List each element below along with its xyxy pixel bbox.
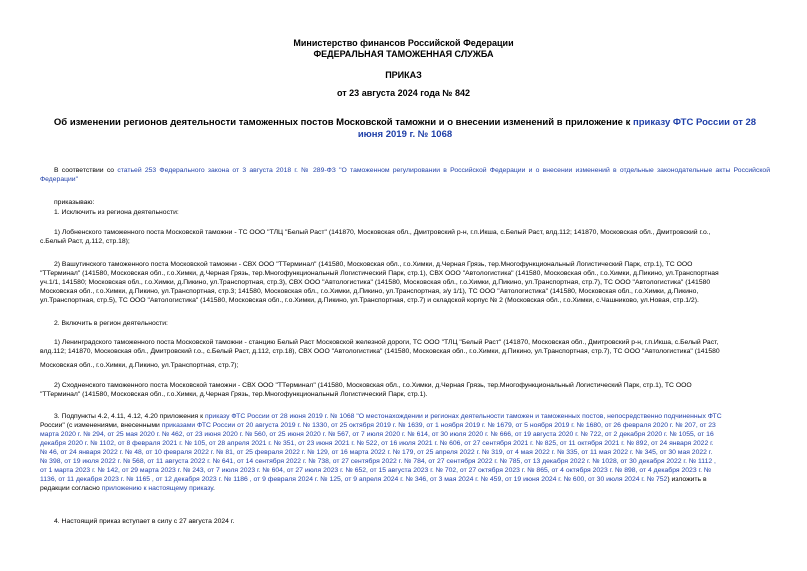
appendix-link[interactable]: приложению к настоящему приказу xyxy=(101,485,214,492)
amending-orders-link[interactable]: 1136, от 11 декабря 2023 г. № 1165 , от 12 декабря 2023 г. № 1186 , от 9 февраля 2024 г. № 125, от 9 апреля 2024 г. № 346, от 3 мая 2024 г. № 459, от 19 июня 2024 г. № 600, от 30 июля 2024 г. № 752 xyxy=(40,476,668,483)
order-word: приказываю: xyxy=(54,199,95,206)
ministry-name: Министерство финансов Российской Федерации xyxy=(293,38,514,48)
item3-text: редакции согласно xyxy=(40,485,102,492)
item3-line xyxy=(40,484,772,493)
item2-sub1-line: Московская обл., г.о.Химки, д.Пикино, ул.Транспортная, стр.7); xyxy=(40,362,239,369)
doc-type: ПРИКАЗ xyxy=(385,70,422,80)
amending-orders-link[interactable]: от 1 марта 2023 г. № 142, от 29 марта 2023 г. № 243, от 7 июля 2023 г. № 604, от 27 июля 2023 г. № 652, от 15 августа 2023 г. № 702, от 27 октября 2023 г. № 865, от 4 октября 2023 г. № 898, от 4 декабря 2023 г. № xyxy=(40,467,712,474)
title-order-link[interactable]: приказу ФТС России от 28 июня 2019 г. № 1068 xyxy=(357,117,757,140)
item1-sub2-line: 2) Вашутинского таможенного поста Московской таможни - СВХ ООО "ТТерминал" (141580, Московская обл., г.о.Химки, д.Черная Грязь, тер.Многофункциональный Логистический Парк, стр.1), ТС ООО xyxy=(54,261,693,268)
item1-sub2-line: ул.Транспортная, стр.5), ТС ООО "Автологистика" (141580, Московская обл., г.о.Химки, д.Пикино, ул.Транспортная, стр.7) и складской корпус № 2 (Московская обл., г.о.Химки, с.Чашниково, ул.Новая, стр.1/2). xyxy=(40,297,699,304)
item3-line xyxy=(40,421,772,430)
amending-orders-link[interactable]: декабря 2020 г. № 1102, от 8 февраля 2021 г. № 105, от 28 апреля 2021 г. № 351, от 23 июня 2021 г. № 522, от 16 июля 2021 г. № 606, от 27 сентября 2021 г. № 825, от 11 октября 2021 г. № 892, от 24 января 2022 г. xyxy=(40,440,714,447)
item2-heading: 2. Включить в регион деятельности: xyxy=(54,320,168,327)
order-1068-link[interactable]: приказу ФТС России от 28 июня 2019 г. № 1068 "О местонахождении и регионах деятельности таможен и таможенных постов, непосредственно подчиненных ФТС xyxy=(204,413,722,420)
item2-sub2-line: "ТТерминал" (141580, Московская обл., г.о.Химки, д.Черная Грязь, тер.Многофункциональный Логистический Парк, стр.1). xyxy=(40,391,428,398)
item3-text: ) изложить в xyxy=(667,476,707,483)
item1-heading: 1. Исключить из региона деятельности: xyxy=(54,209,179,216)
item1-sub2-line: Московская обл., г.о.Химки, д.Пикино, ул.Транспортная, стр.3; 141580, Московская обл., г.о.Химки, д.Пикино, ул.Транспортная, з/у 1/1), ТС ООО "Автологистика" (141580, Московская обл., г.о.Химки, д.Пикино, xyxy=(40,288,699,295)
item2-sub1-line: 1) Ленинградского таможенного поста Московской таможни - станцию Белый Раст Московской железной дороги, ТС ООО "ТЛЦ "Белый Раст" (141870, Московская обл., Дмитровский р-н, г.п.Икша, с.Белый Раст, xyxy=(54,339,719,346)
item3-line xyxy=(40,475,772,484)
item3-text: России" (с изменениями, внесенными xyxy=(40,422,162,429)
item2-sub1-line: влд.112; 141870, Московская обл., Дмитровский г.о., с.Белый Раст, д.112, стр.18), СВХ ООО "Автологистика" (141580, Московская обл., г.о.Химки, д.Пикино, ул.Транспортная, стр.7), ТС ООО "Автологистика" (141580 xyxy=(40,348,720,355)
item1-sub2-line: "ТТерминал" (141580, Московская обл., г.о.Химки, д.Черная Грязь, тер.Многофункциональный Логистический Парк, стр.1), СВХ ООО "Автологистика" (141580, Московская обл., г.о.Химки, д.Пикино, ул.Транспортная xyxy=(40,270,719,277)
item4-paragraph: 4. Настоящий приказ вступает в силу с 27 августа 2024 г. xyxy=(54,518,235,525)
item1-sub2-line: уч.1/1, 141580; Московская обл., г.о.Химки, д.Пикино, ул.Транспортная, стр.3), СВХ ООО "Автологистика" (141580, Московская обл., г.о.Химки, д.Пикино, ул.Транспортная, стр.7), ТС ООО "Автологистика" (141580 xyxy=(40,279,711,286)
title-text: Об изменении регионов деятельности таможенных постов Московской таможни и о внесении изменений в приложение к xyxy=(53,117,633,128)
item2-sub2-line: 2) Сходненского таможенного поста Московской таможни - СВХ ООО "ТТерминал" (141580, Московская обл., г.о.Химки, д.Черная Грязь, тер.Многофункциональный Логистический Парк, стр.1), ТС ООО xyxy=(54,382,692,389)
document-title xyxy=(40,117,770,141)
item1-sub1-line: с.Белый Раст, д.112, стр.18); xyxy=(40,238,130,245)
amending-orders-link[interactable]: № 398, от 19 июля 2022 г. № 568, от 11 августа 2022 г. № 641, от 14 сентября 2022 г. № 738, от 27 сентября 2022 г. № 784, от 27 сентября 2022 г. № 785, от 13 декабря 2022 г. № 1028, от 30 декабря 2022 г. № 1112 , xyxy=(40,458,716,465)
item3-intro: 3. Подпункты 4.2, 4.11, 4.12, 4.20 приложения к xyxy=(54,413,205,420)
federal-law-link[interactable]: статьей 253 Федерального закона от 3 августа 2018 г. № 289-ФЗ "О таможенном регулировании в Российской Федерации и о внесении изменений в отдельные законодательные акты Российской Федерации" xyxy=(40,167,770,184)
amending-orders-link[interactable]: № 46, от 24 января 2022 г. № 48, от 10 февраля 2022 г. № 81, от 25 февраля 2022 г. № 129, от 16 марта 2022 г. № 179, от 25 апреля 2022 г. № 319, от 4 мая 2022 г. № 335, от 11 мая 2022 г. № 345, от 30 мая 2022 г. xyxy=(40,449,713,456)
item1-sub1-line: 1) Лобненского таможенного поста Московской таможни - ТС ООО "ТЛЦ "Белый Раст" (141870, Московская обл., Дмитровский р-н, г.п.Икша, с.Белый Раст, влд.112; 141870, Московская обл., Дмитровский г.о., xyxy=(54,229,711,236)
doc-date-number: от 23 августа 2024 года № 842 xyxy=(337,88,470,98)
preamble-prefix: В соответствии со xyxy=(54,167,118,174)
amending-orders-link[interactable]: приказами ФТС России от 20 августа 2019 г. № 1330, от 25 октября 2019 г. № 1639, от 1 ноября 2019 г. № 1679, от 5 ноября 2019 г. № 1680, от 26 февраля 2020 г. № 207, от 23 xyxy=(161,422,716,429)
item3-line xyxy=(54,412,772,421)
amending-orders-link[interactable]: марта 2020 г. № 294, от 25 мая 2020 г. № 462, от 23 июня 2020 г. № 560, от 25 июня 2020 г. № 567, от 7 июля 2020 г. № 614, от 30 июля 2020 г. № 666, от 19 августа 2020 г. № 722, от 2 декабря 2020 г. № 1055, от 16 xyxy=(40,431,714,438)
service-name: ФЕДЕРАЛЬНАЯ ТАМОЖЕННАЯ СЛУЖБА xyxy=(313,49,494,59)
item3-text: . xyxy=(213,485,215,492)
preamble-paragraph xyxy=(40,166,770,184)
